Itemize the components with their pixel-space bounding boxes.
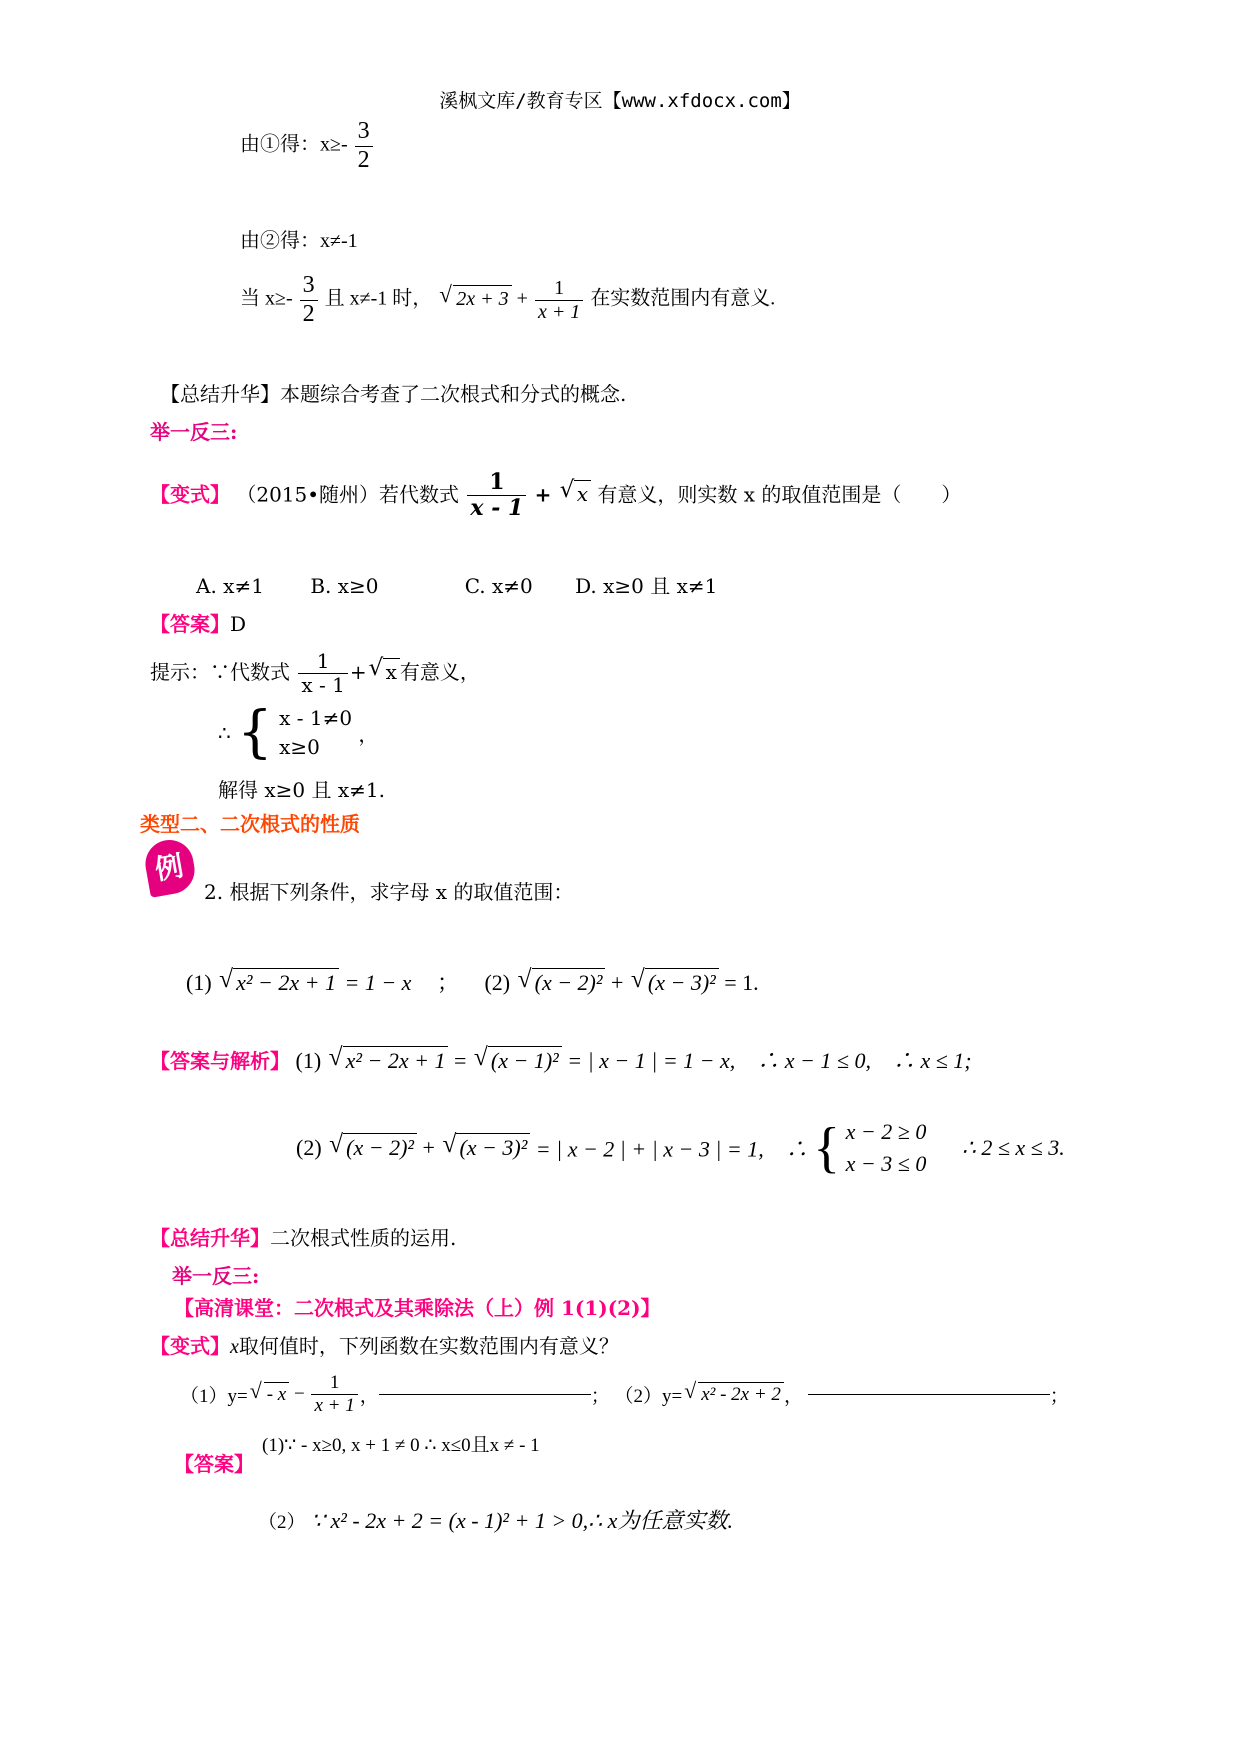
sqrt-expression: √ x² − 2x + 1 — [219, 968, 339, 998]
option-b: B. x≥0 — [310, 574, 379, 598]
sqrt-expression: √ x² − 2x + 1 — [329, 1046, 449, 1076]
solution-step-2: 由②得：x≠-1 — [240, 230, 358, 252]
variant-2-questions: （1）y=√ - x − $\frac{1}{x + 1}$ ， ； （2）y=√ x² - 2x + 2 ， ； — [180, 1372, 1069, 1417]
answer-1: 【答案】D — [150, 612, 247, 636]
example-2-prompt: 2. 根据下列条件，求字母 x 的取值范围： — [204, 880, 574, 904]
answer-2-part-1: (1)∵ - x≥0, x + 1 ≠ 0 ∴ x≤0且x ≠ - 1 — [262, 1435, 540, 1456]
variant-1-options — [196, 570, 717, 599]
summary-2: 【总结升华】二次根式性质的运用. — [150, 1226, 457, 1250]
answer-2-part-2: （2） ∵ x² - 2x + 2 = (x - 1)² + 1 > 0,∴ x为任意实数. — [258, 1508, 733, 1533]
brace-icon: { — [813, 1116, 841, 1179]
summary-1: 【总结升华】本题综合考查了二次根式和分式的概念. — [160, 382, 627, 406]
sqrt-expression: √ x — [560, 480, 591, 507]
sqrt-expression: √ x² - 2x + 2 — [684, 1382, 784, 1408]
answer-blank-1[interactable] — [379, 1394, 591, 1395]
analysis-2-part-2: (2) √ (x − 2)² + √ (x − 3)² = | x − 2 | + | x − 3 | = 1, ∴ { x − 2 ≥ 0 x − 3 ≤ 0 ∴ 2 ≤ x ≤ 3. — [296, 1116, 1065, 1180]
sqrt-expression: √ (x − 1)² — [474, 1046, 562, 1076]
hint-1: 提示：∵代数式 $\frac{1}{x - 1}$ +√ x 有意义， — [150, 650, 480, 697]
fraction: $\frac{1}{x + 1}$ — [535, 277, 583, 324]
sqrt-expression: √ 2x + 3 — [439, 285, 511, 312]
section-heading-type-2: 类型二、二次根式的性质 — [140, 812, 360, 836]
hint-1-system: ∴ { x - 1≠0 x≥0 ， — [218, 700, 379, 765]
hd-lesson-note: 【高清课堂：二次根式及其乘除法（上）例 1(1)(2)】 — [174, 1296, 661, 1320]
fraction: $\frac{1}{x - 1}$ — [298, 650, 347, 697]
solution-step-1: 由①得：x≥- $\frac{3}{2}$ — [240, 118, 375, 174]
fraction: $\frac{3}{2}$ — [300, 272, 318, 328]
sqrt-expression: √ x — [369, 658, 400, 685]
fraction: $\frac{1}{x + 1}$ — [311, 1372, 357, 1417]
example-2-problems: (1) √ x² − 2x + 1 = 1 − x ； (2) √ (x − 2)² + √ (x − 3)² = 1. — [186, 966, 759, 998]
example-badge-icon: 例 — [142, 836, 199, 898]
answer-2-label: 【答案】 — [174, 1452, 254, 1476]
sqrt-expression: √ - x — [250, 1382, 290, 1408]
solution-step-3: 当 x≥- $\frac{3}{2}$ 且 x≠-1 时， √ 2x + 3 + $\frac{1}{x + 1}$ 在实数范围内有意义. — [240, 272, 775, 328]
sqrt-expression: √ (x − 3)² — [631, 968, 719, 998]
juyi-heading-1: 举一反三: — [150, 420, 238, 444]
sqrt-expression: √ (x − 2)² — [329, 1133, 417, 1163]
variant-1: 【变式】 （2015•随州）若代数式 $\frac{1}{x - 1}$ + √ x 有意义，则实数 x 的取值范围是（ ） — [150, 470, 961, 522]
answer-blank-2[interactable] — [808, 1394, 1050, 1395]
analysis-2-part-1: 【答案与解析】 (1) √ x² − 2x + 1 = √ (x − 1)² = | x − 1 | = 1 − x, ∴ x − 1 ≤ 0, ∴ x ≤ 1; — [150, 1044, 972, 1076]
page-header: 溪枫文库/教育专区【www.xfdocx.com】 — [439, 90, 801, 112]
brace-icon: { — [237, 700, 273, 765]
option-d: D. x≥0 且 x≠1 — [575, 574, 718, 598]
option-c: C. x≠0 — [464, 574, 533, 598]
hint-1-result: 解得 x≥0 且 x≠1. — [218, 778, 385, 802]
sqrt-expression: √ (x − 2)² — [518, 968, 606, 998]
fraction: $\frac{3}{2}$ — [355, 118, 373, 174]
option-a: A. x≠1 — [196, 574, 264, 598]
juyi-heading-2: 举一反三: — [172, 1264, 260, 1288]
variant-2: 【变式】x取何值时，下列函数在实数范围内有意义？ — [150, 1334, 619, 1358]
sqrt-expression: √ (x − 3)² — [442, 1133, 530, 1163]
fraction: $\frac{1}{x - 1}$ — [467, 470, 526, 522]
